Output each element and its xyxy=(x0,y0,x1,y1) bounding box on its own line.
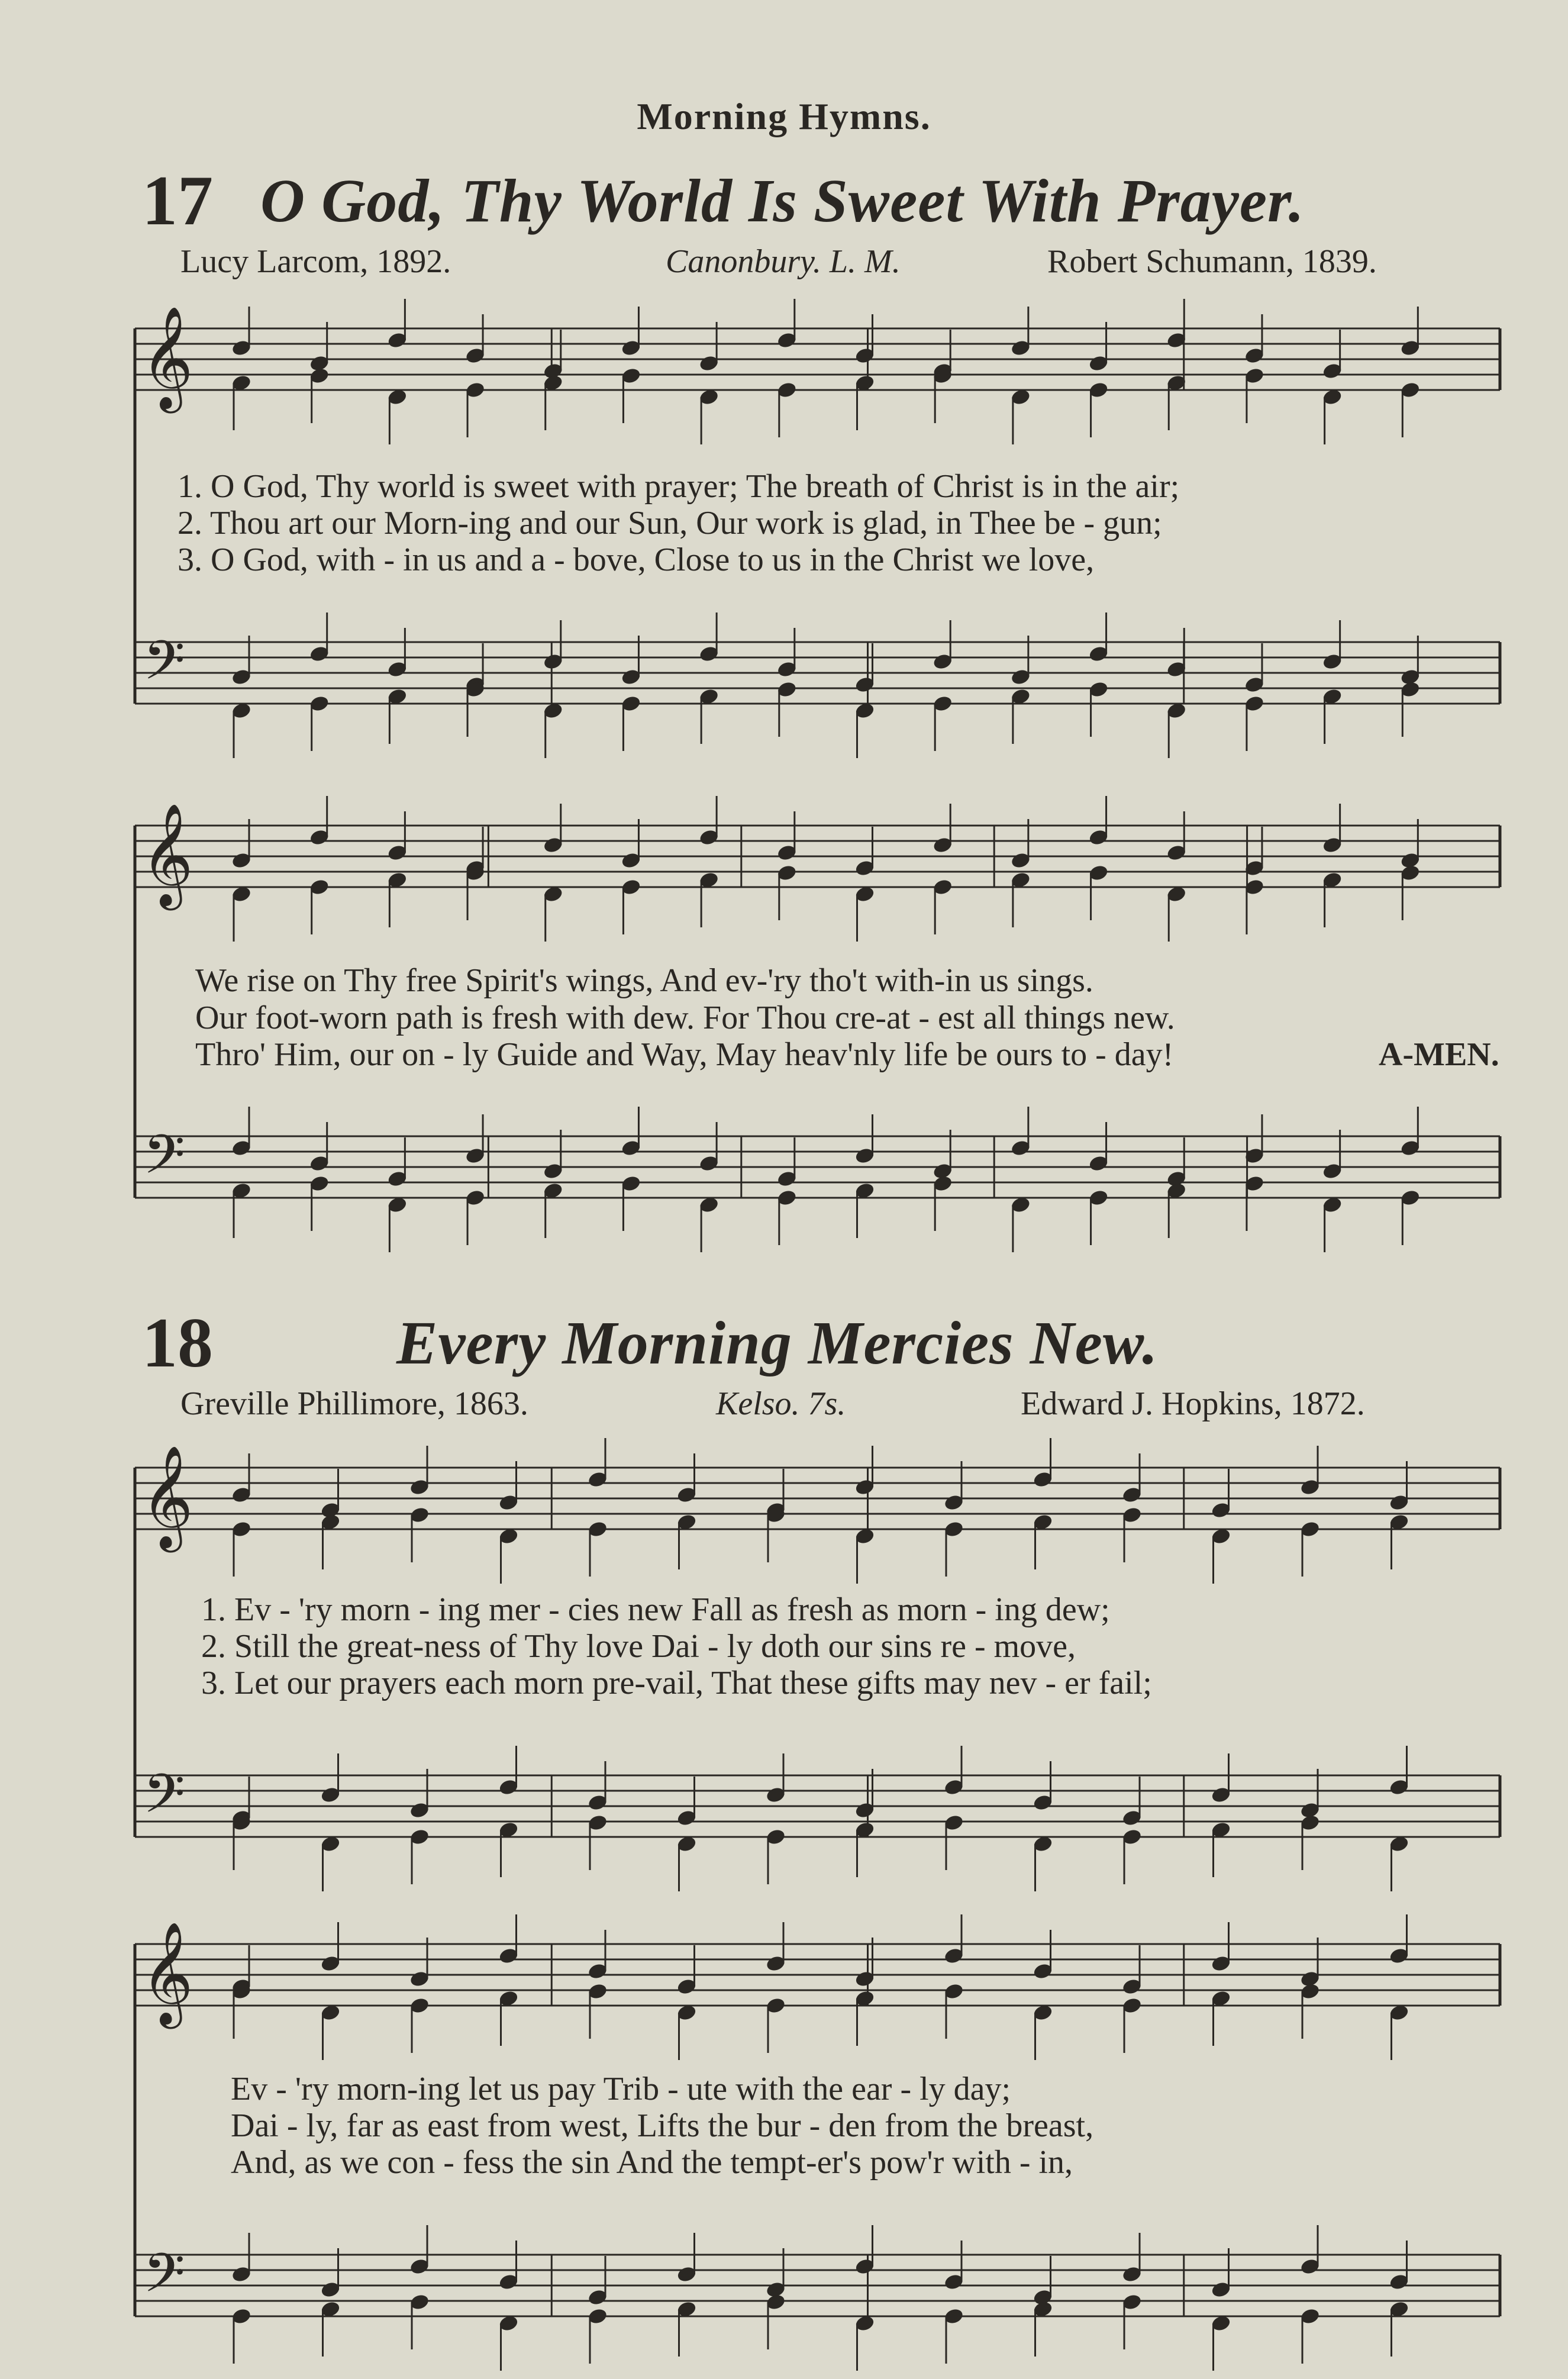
svg-text:𝄢: 𝄢 xyxy=(143,629,185,705)
bass-staff xyxy=(135,642,1500,704)
verse-line-2b: Our foot-worn path is fresh with dew. For Thou cre-at - est all things new. xyxy=(195,1000,1175,1036)
treble-staff xyxy=(135,1944,1500,2006)
hymn-author: Lucy Larcom, 1892. xyxy=(180,243,451,280)
verse-line-2b: Dai - ly, far as east from west, Lifts the bur - den from the breast, xyxy=(231,2107,1094,2144)
hymn-composer: Robert Schumann, 1839. xyxy=(1047,243,1377,280)
verse-line-2a: 2. Thou art our Morn-ing and our Sun, Our work is glad, in Thee be - gun; xyxy=(178,505,1162,541)
hymn-number: 18 xyxy=(142,1303,213,1382)
verse-line-3a: 3. O God, with - in us and a - bove, Close to us in the Christ we love, xyxy=(178,541,1095,578)
verse-line-3b: Thro' Him, our on - ly Guide and Way, May heav'nly life be ours to - day! xyxy=(195,1036,1174,1073)
verse-line-1a: 1. O God, Thy world is sweet with prayer; The breath of Christ is in the air; xyxy=(178,468,1180,505)
svg-text:𝄞: 𝄞 xyxy=(141,803,193,906)
svg-text:𝄢: 𝄢 xyxy=(143,2242,185,2317)
verse-line-1b: We rise on Thy free Spirit's wings, And ev-'ry tho't with-in us sings. xyxy=(195,962,1093,999)
treble-staff xyxy=(135,826,1500,887)
hymn-number: 17 xyxy=(142,161,213,240)
bass-staff xyxy=(135,1775,1500,1837)
bass-staff xyxy=(135,2255,1500,2316)
amen-label: A-MEN. xyxy=(1379,1036,1499,1073)
svg-text:𝄢: 𝄢 xyxy=(143,1762,185,1838)
svg-text:𝄞: 𝄞 xyxy=(141,1445,193,1548)
treble-staff xyxy=(135,1468,1500,1529)
verse-line-3b: And, as we con - fess the sin And the tempt-er's pow'r with - in, xyxy=(231,2144,1073,2181)
hymn-tune: Canonbury. L. M. xyxy=(666,243,901,280)
verse-line-1b: Ev - 'ry morn-ing let us pay Trib - ute with the ear - ly day; xyxy=(231,2071,1011,2107)
svg-text:𝄢: 𝄢 xyxy=(143,1123,185,1199)
page-header: Morning Hymns. xyxy=(637,95,931,137)
verse-line-1a: 1. Ev - 'ry morn - ing mer - cies new Fall as fresh as morn - ing dew; xyxy=(201,1591,1110,1628)
verse-line-2a: 2. Still the great-ness of Thy love Dai - ly doth our sins re - move, xyxy=(201,1628,1076,1665)
hymn-title: O God, Thy World Is Sweet With Prayer. xyxy=(260,167,1305,235)
svg-text:𝄞: 𝄞 xyxy=(141,1922,193,2025)
svg-text:𝄞: 𝄞 xyxy=(141,306,193,409)
bass-staff xyxy=(135,1136,1500,1198)
hymn-composer: Edward J. Hopkins, 1872. xyxy=(1021,1385,1365,1422)
hymn-author: Greville Phillimore, 1863. xyxy=(180,1385,528,1422)
treble-staff xyxy=(135,328,1500,390)
hymn-title: Every Morning Mercies New. xyxy=(396,1309,1159,1377)
verse-line-3a: 3. Let our prayers each morn pre-vail, That these gifts may nev - er fail; xyxy=(201,1665,1152,1701)
hymn-tune: Kelso. 7s. xyxy=(716,1385,846,1422)
